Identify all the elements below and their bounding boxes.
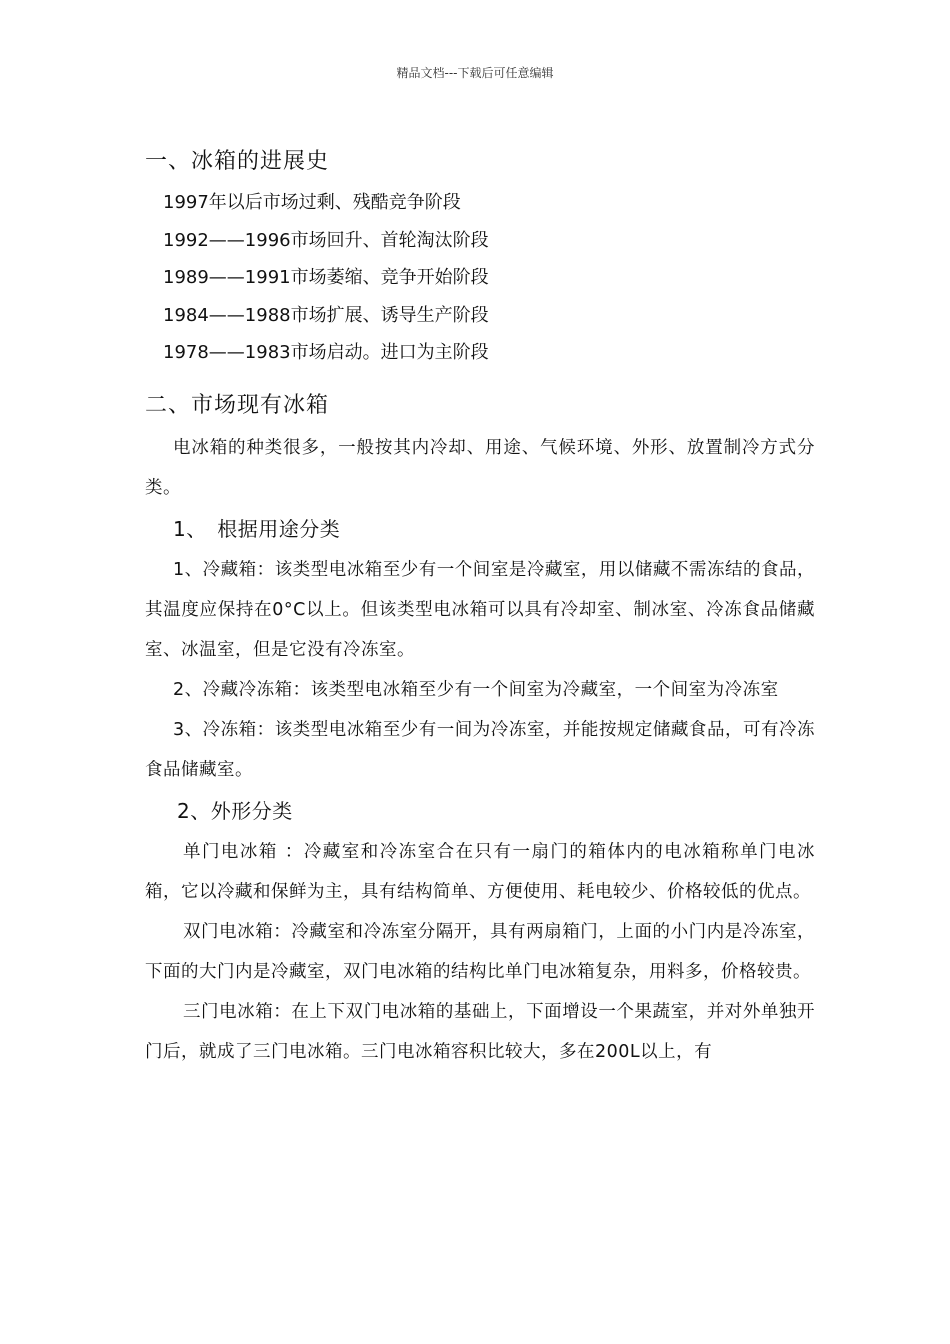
history-timeline bbox=[163, 184, 815, 372]
usage-type-paragraph: 3、冷冻箱：该类型电冰箱至少有一间为冷冻室，并能按规定储藏食品，可有冷冻食品储藏室。 bbox=[145, 719, 815, 780]
usage-type-paragraph: 1、冷藏箱：该类型电冰箱至少有一个间室是冷藏室，用以储藏不需冻结的食品，其温度应保持在0°C以上。但该类型电冰箱可以具有冷却室、制冰室、冷冻食品储藏室、冰温室，但是它没有冷冻室。 bbox=[145, 559, 815, 660]
usage-type-paragraph: 2、冷藏冷冻箱：该类型电冰箱至少有一个间室为冷藏室，一个间室为冷冻室 bbox=[173, 679, 779, 700]
timeline-item: 1997年以后市场过剩、残酷竞争阶段 bbox=[163, 192, 461, 213]
section-2-intro: 电冰箱的种类很多，一般按其内冷却、用途、气候环境、外形、放置制冷方式分类。 bbox=[145, 437, 815, 498]
timeline-item: 1984——1988市场扩展、诱导生产阶段 bbox=[163, 304, 489, 326]
shape-type-paragraph: 三门电冰箱：在上下双门电冰箱的基础上，下面增设一个果蔬室，并对外单独开门后，就成了三门电冰箱。三门电冰箱容积比较大，多在200L以上，有 bbox=[145, 1001, 815, 1062]
timeline-item: 1992——1996市场回升、首轮淘汰阶段 bbox=[163, 229, 489, 251]
shape-type-paragraph: 双门电冰箱：冷藏室和冷冻室分隔开，具有两扇箱门，上面的小门内是冷冻室，下面的大门内是冷藏室，双门电冰箱的结构比单门电冰箱复杂，用料多，价格较贵。 bbox=[145, 921, 815, 982]
subsection-1-title: 1、 根据用途分类 bbox=[173, 516, 341, 541]
timeline-item: 1989——1991市场萎缩、竞争开始阶段 bbox=[163, 267, 489, 288]
page-header: 精品文档---下载后可任意编辑 bbox=[396, 66, 554, 80]
section-1-title: 一、冰箱的进展史 bbox=[145, 149, 330, 174]
shape-type-paragraph: 单门电冰箱 ：冷藏室和冷冻室合在只有一扇门的箱体内的电冰箱称单门电冰箱，它以冷藏和保鲜为主，具有结构简单、方便使用、耗电较少、价格较低的优点。 bbox=[145, 841, 815, 902]
document-body bbox=[145, 140, 815, 1072]
subsection-2-title: 2、外形分类 bbox=[177, 798, 293, 823]
timeline-item: 1978——1983市场启动。进口为主阶段 bbox=[163, 342, 489, 363]
section-2-title: 二、市场现有冰箱 bbox=[145, 392, 330, 418]
